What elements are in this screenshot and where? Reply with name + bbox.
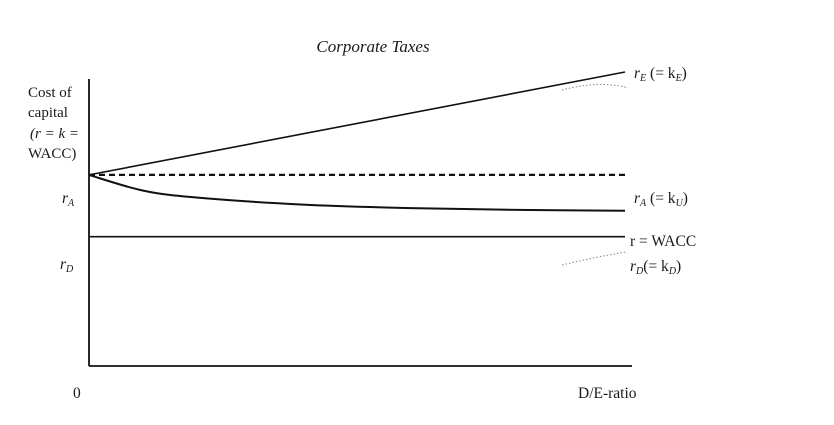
chart-title: Corporate Taxes — [316, 37, 430, 56]
y-tick-label-rd: rD — [60, 256, 74, 275]
series-label-ra: rA (= kU) — [634, 190, 688, 209]
series-line-re — [89, 72, 625, 175]
y-tick-label-ra: rA — [62, 190, 75, 209]
series-label-wacc: r = WACC — [630, 233, 697, 250]
x-axis-label: D/E-ratio — [578, 385, 637, 402]
dotted-hint-re — [562, 84, 628, 90]
y-axis-label-line-3: (r = k = — [30, 126, 79, 142]
y-axis-label-line-4: WACC) — [28, 146, 77, 162]
series-line-wacc — [89, 175, 625, 211]
dotted-hint-rd — [562, 252, 626, 265]
x-origin-label: 0 — [73, 385, 81, 402]
y-axis-label-line-2: capital — [28, 105, 68, 121]
series-label-re: rE (= kE) — [634, 65, 687, 84]
y-axis-label-line-1: Cost of — [28, 85, 72, 101]
series-label-rd: rD(= kD) — [630, 258, 682, 277]
